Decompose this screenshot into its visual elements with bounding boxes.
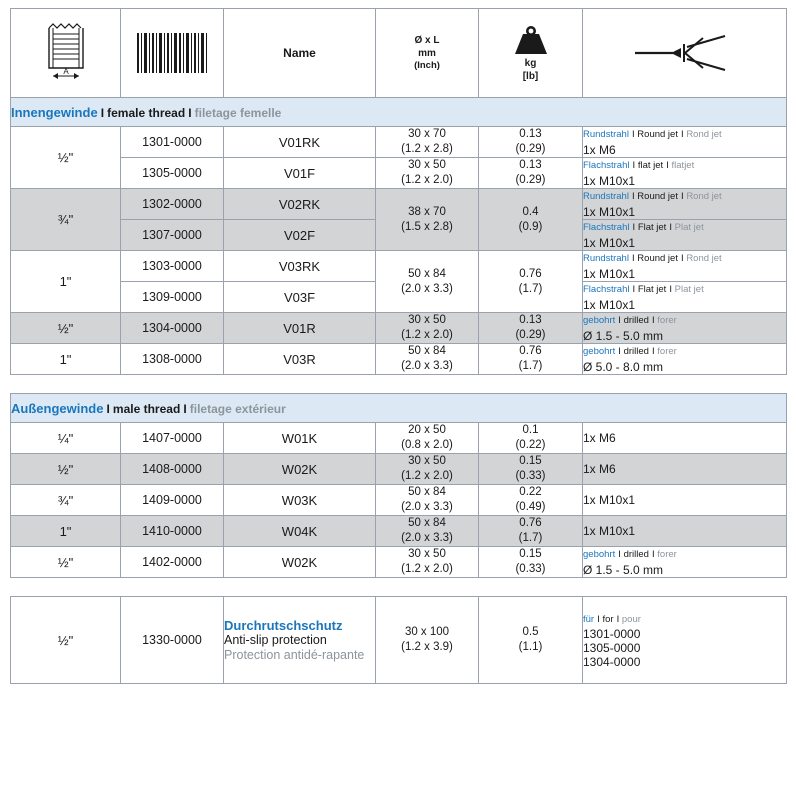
jet-sep-1: I — [618, 549, 624, 560]
cell-weight — [479, 485, 583, 516]
jet-value: 1x M10x1 — [583, 492, 636, 507]
jet-sep-2: I — [669, 284, 675, 295]
banner-sep-1: I — [100, 105, 105, 120]
banner-en: female thread — [107, 105, 186, 120]
jet-label-fr: Rond jet — [686, 191, 722, 202]
jet-label-en: Round jet — [637, 191, 678, 202]
cell-article-number: 1301-0000 — [121, 127, 224, 158]
cell-dimensions — [376, 454, 479, 485]
cell-dimensions — [376, 516, 479, 547]
weight-kg: 0.15 — [519, 455, 542, 467]
ref-sep-1: I — [597, 613, 603, 625]
dim-inch: (0.8 x 2.0) — [401, 439, 453, 451]
jet-value: 1x M10x1 — [583, 205, 636, 219]
table-row — [11, 454, 787, 485]
jet-sep-2: I — [652, 346, 658, 357]
table-row — [11, 597, 787, 684]
jet-sep-1: I — [632, 191, 638, 202]
jet-label-de: gebohrt — [583, 346, 616, 357]
jet-value: 1x M10x1 — [583, 174, 636, 188]
jet-label-de: Rundstrahl — [583, 129, 629, 140]
cell-weight — [479, 189, 583, 251]
dim-mm: 30 x 50 — [408, 314, 446, 326]
cell-size: ½" — [11, 597, 121, 684]
jet-label-fr: forer — [657, 315, 677, 326]
barcode-icon — [121, 33, 223, 73]
cell-jet — [583, 313, 787, 344]
cell-jet — [583, 251, 787, 282]
ref-label-de: für — [583, 613, 595, 625]
weight-kg: 0.4 — [522, 205, 539, 218]
cell-weight — [479, 313, 583, 344]
jet-label-de: gebohrt — [583, 315, 616, 326]
jet-sep-1: I — [632, 222, 638, 233]
svg-text:A: A — [62, 67, 69, 76]
dim-inch: (2.0 x 3.3) — [401, 532, 453, 544]
section-banner-cell — [11, 394, 787, 423]
jet-label-fr: Plat jet — [674, 222, 704, 233]
weight-kg: 0.13 — [519, 314, 542, 326]
weight-kg: 0.76 — [519, 517, 542, 529]
weight-lb: (0.49) — [515, 501, 546, 513]
banner-fr: filetage extérieur — [189, 401, 286, 416]
cell-article-number: 1304-0000 — [121, 313, 224, 344]
dim-inch: (1.2 x 2.0) — [401, 174, 453, 186]
jet-value: 1x M6 — [583, 461, 616, 476]
cell-dimensions — [376, 251, 479, 313]
table-row — [11, 344, 787, 375]
cell-jet — [583, 344, 787, 375]
jet-sep-2: I — [652, 549, 658, 560]
weight-kg: 0.22 — [519, 486, 542, 498]
jet-sep-2: I — [681, 191, 687, 202]
dim-inch: (2.0 x 3.3) — [401, 501, 453, 513]
ref-label-en: for — [602, 613, 614, 625]
cell-dimensions — [376, 313, 479, 344]
header-dim-line1: Ø x L — [414, 35, 440, 46]
banner-de: Außengewinde — [11, 400, 104, 416]
cell-name: W04K — [224, 516, 376, 547]
cell-size: 1" — [11, 516, 121, 547]
table-row — [11, 251, 787, 282]
product-table-male-thread — [10, 393, 787, 578]
jet-value: 1x M10x1 — [583, 298, 636, 312]
cell-article-number: 1410-0000 — [121, 516, 224, 547]
banner-fr: filetage femelle — [194, 105, 282, 120]
dim-inch: (1.2 x 2.0) — [401, 329, 453, 341]
ref-value: 1304-0000 — [583, 654, 641, 669]
jet-sep-1: I — [618, 315, 624, 326]
table-row — [11, 516, 787, 547]
cell-size: ½" — [11, 454, 121, 485]
jet-value: Ø 5.0 - 8.0 mm — [583, 360, 664, 374]
jet-label-fr: Rond jet — [686, 253, 722, 264]
thread-dimension-icon — [11, 20, 120, 86]
weight-kg: 0.15 — [519, 548, 542, 560]
dim-mm: 50 x 84 — [408, 267, 446, 280]
cell-jet — [583, 189, 787, 220]
cell-jet — [583, 423, 787, 454]
cell-name: V03R — [224, 344, 376, 375]
jet-sep-2: I — [652, 315, 658, 326]
cell-article-number: 1303-0000 — [121, 251, 224, 282]
cell-dimensions — [376, 127, 479, 158]
cell-weight — [479, 344, 583, 375]
jet-label-en: Round jet — [637, 253, 678, 264]
jet-sep-2: I — [669, 222, 675, 233]
cell-dimensions — [376, 423, 479, 454]
weight-kg: 0.76 — [519, 345, 542, 357]
cell-article-number: 1308-0000 — [121, 344, 224, 375]
weight-kg: 0.5 — [522, 626, 539, 638]
weight-kg: 0.13 — [519, 128, 542, 140]
cell-weight — [479, 423, 583, 454]
header-dim-line3: (Inch) — [414, 60, 440, 71]
cell-name: W03K — [224, 485, 376, 516]
dim-mm: 50 x 84 — [408, 517, 446, 529]
cell-jet — [583, 220, 787, 251]
ref-value: 1305-0000 — [583, 640, 641, 655]
table-header-row — [11, 9, 787, 98]
cell-weight — [479, 454, 583, 485]
jet-label-en: drilled — [623, 346, 649, 357]
cell-name: V01R — [224, 313, 376, 344]
weight-lb: (0.33) — [515, 470, 546, 482]
cell-name: W02K — [224, 454, 376, 485]
cell-name: V03F — [224, 282, 376, 313]
product-table — [10, 8, 787, 375]
jet-value: 1x M6 — [583, 143, 616, 157]
dim-inch: (1.5 x 2.8) — [401, 220, 453, 233]
table-row — [11, 158, 787, 189]
cell-name: W02K — [224, 547, 376, 578]
dim-inch: (1.2 x 2.0) — [401, 563, 453, 575]
jet-sep-1: I — [632, 160, 638, 171]
cell-jet — [583, 485, 787, 516]
dim-inch: (1.2 x 2.8) — [401, 143, 453, 155]
weight-icon — [479, 23, 582, 57]
banner-sep-2: I — [188, 105, 192, 120]
jet-label-en: Flat jet — [637, 284, 667, 295]
ref-sep-2: I — [616, 613, 622, 625]
jet-label-de: Rundstrahl — [583, 191, 629, 202]
jet-label-fr: Rond jet — [686, 129, 722, 140]
dim-mm: 30 x 70 — [408, 128, 446, 140]
jet-label-en: Flat jet — [637, 222, 667, 233]
cell-jet — [583, 516, 787, 547]
table-row — [11, 313, 787, 344]
cell-product-name — [224, 597, 376, 684]
banner-en: male thread — [112, 401, 181, 416]
jet-label-fr: Plat jet — [674, 284, 704, 295]
jet-label-fr: flatjet — [671, 160, 695, 171]
cell-size: ½" — [11, 313, 121, 344]
header-name-label: Name — [283, 46, 316, 60]
cell-size: ½" — [11, 127, 121, 189]
ref-value: 1301-0000 — [583, 626, 641, 641]
cell-name: V03RK — [224, 251, 376, 282]
jet-value: 1x M10x1 — [583, 267, 636, 281]
cell-name: V01F — [224, 158, 376, 189]
cell-weight — [479, 547, 583, 578]
ref-label-fr: pour — [621, 613, 641, 625]
dim-mm: 30 x 50 — [408, 548, 446, 560]
cell-dimensions — [376, 547, 479, 578]
weight-kg: 0.13 — [519, 159, 542, 171]
cell-size: ¾" — [11, 485, 121, 516]
cell-weight — [479, 158, 583, 189]
cell-jet — [583, 454, 787, 485]
jet-label-en: flat jet — [637, 160, 664, 171]
dim-mm: 30 x 50 — [408, 159, 446, 171]
cell-weight — [479, 597, 583, 684]
cell-article-number: 1409-0000 — [121, 485, 224, 516]
jet-sep-1: I — [632, 253, 638, 264]
spray-pattern-icon — [583, 30, 786, 76]
weight-lb: (1.1) — [518, 641, 543, 653]
product-name-de: Durchrutschschutz — [224, 617, 343, 633]
dim-mm: 38 x 70 — [408, 205, 446, 218]
table-row — [11, 423, 787, 454]
cell-size: 1" — [11, 344, 121, 375]
jet-label-fr: forer — [657, 549, 677, 560]
section-banner-male-thread — [11, 394, 787, 423]
cell-dimensions — [376, 485, 479, 516]
cell-dimensions — [376, 189, 479, 251]
cell-article-number: 1408-0000 — [121, 454, 224, 485]
jet-sep-1: I — [632, 284, 638, 295]
header-weight-lb: [lb] — [522, 71, 539, 82]
jet-value: 1x M10x1 — [583, 236, 636, 250]
table-row — [11, 547, 787, 578]
jet-value: Ø 1.5 - 5.0 mm — [583, 329, 664, 343]
banner-sep-1: I — [106, 401, 110, 416]
jet-sep-2: I — [681, 129, 687, 140]
jet-label-en: Round jet — [637, 129, 678, 140]
jet-label-de: Flachstrahl — [583, 222, 630, 233]
dim-mm: 30 x 100 — [404, 626, 450, 638]
jet-sep-1: I — [618, 346, 624, 357]
cell-name: V02F — [224, 220, 376, 251]
weight-lb: (1.7) — [518, 532, 543, 544]
table-row — [11, 127, 787, 158]
header-dim-line2: mm — [418, 48, 436, 59]
cell-jet — [583, 158, 787, 189]
dim-inch: (1.2 x 3.9) — [401, 641, 453, 653]
table-spacer — [10, 375, 786, 393]
header-weight-kg: kg — [524, 58, 537, 69]
jet-value: Ø 1.5 - 5.0 mm — [583, 563, 664, 577]
header-dimensions — [376, 9, 479, 98]
section-banner-cell — [11, 98, 787, 127]
jet-label-en: drilled — [623, 315, 649, 326]
weight-lb: (0.29) — [515, 143, 546, 155]
weight-lb: (0.29) — [515, 174, 546, 186]
cell-article-number: 1330-0000 — [121, 597, 224, 684]
jet-sep-2: I — [681, 253, 687, 264]
weight-lb: (0.33) — [515, 563, 546, 575]
cell-size: ½" — [11, 547, 121, 578]
jet-label-de: Flachstrahl — [583, 284, 630, 295]
cell-dimensions — [376, 158, 479, 189]
weight-lb: (0.9) — [518, 220, 543, 233]
cell-name: V02RK — [224, 189, 376, 220]
cell-size: ¼" — [11, 423, 121, 454]
cell-name: V01RK — [224, 127, 376, 158]
cell-article-number: 1307-0000 — [121, 220, 224, 251]
cell-weight — [479, 251, 583, 313]
dim-mm: 20 x 50 — [408, 424, 446, 436]
dim-mm: 50 x 84 — [408, 486, 446, 498]
cell-jet — [583, 127, 787, 158]
cell-weight — [479, 516, 583, 547]
cell-size: 1" — [11, 251, 121, 313]
weight-lb: (0.22) — [515, 439, 546, 451]
cell-size: ¾" — [11, 189, 121, 251]
cell-jet — [583, 282, 787, 313]
jet-label-fr: forer — [657, 346, 677, 357]
cell-dimensions — [376, 597, 479, 684]
jet-value: 1x M10x1 — [583, 523, 636, 538]
header-barcode — [121, 9, 224, 98]
weight-lb: (1.7) — [518, 360, 543, 372]
header-weight — [479, 9, 583, 98]
cell-article-number: 1309-0000 — [121, 282, 224, 313]
cell-weight — [479, 127, 583, 158]
banner-de: Innengewinde — [11, 104, 98, 120]
dim-inch: (2.0 x 3.3) — [401, 282, 453, 295]
jet-label-de: gebohrt — [583, 549, 616, 560]
product-table-accessory — [10, 596, 787, 684]
cell-compatible-references — [583, 597, 787, 684]
cell-name: W01K — [224, 423, 376, 454]
product-name-en: Anti-slip protection — [224, 632, 327, 647]
cell-article-number: 1407-0000 — [121, 423, 224, 454]
cell-article-number: 1402-0000 — [121, 547, 224, 578]
header-name — [224, 9, 376, 98]
dim-mm: 30 x 50 — [408, 455, 446, 467]
cell-article-number: 1302-0000 — [121, 189, 224, 220]
table-row — [11, 485, 787, 516]
jet-label-de: Rundstrahl — [583, 253, 629, 264]
jet-sep-2: I — [666, 160, 672, 171]
weight-lb: (1.7) — [518, 282, 543, 295]
weight-lb: (0.29) — [515, 329, 546, 341]
jet-sep-1: I — [632, 129, 638, 140]
jet-value: 1x M6 — [583, 430, 616, 445]
dim-inch: (2.0 x 3.3) — [401, 360, 453, 372]
cell-article-number: 1305-0000 — [121, 158, 224, 189]
product-name-fr: Protection antidé-rapante — [224, 647, 365, 662]
dim-mm: 50 x 84 — [408, 345, 446, 357]
weight-kg: 0.76 — [519, 267, 542, 280]
header-spray-pattern — [583, 9, 787, 98]
cell-jet — [583, 547, 787, 578]
jet-label-en: drilled — [623, 549, 649, 560]
cell-dimensions — [376, 344, 479, 375]
dim-inch: (1.2 x 2.0) — [401, 470, 453, 482]
table-row — [11, 189, 787, 220]
section-banner-female-thread — [11, 98, 787, 127]
banner-sep-2: I — [183, 401, 187, 416]
header-thread-dimension — [11, 9, 121, 98]
table-spacer-2 — [10, 578, 786, 596]
weight-kg: 0.1 — [522, 424, 539, 436]
jet-label-de: Flachstrahl — [583, 160, 630, 171]
